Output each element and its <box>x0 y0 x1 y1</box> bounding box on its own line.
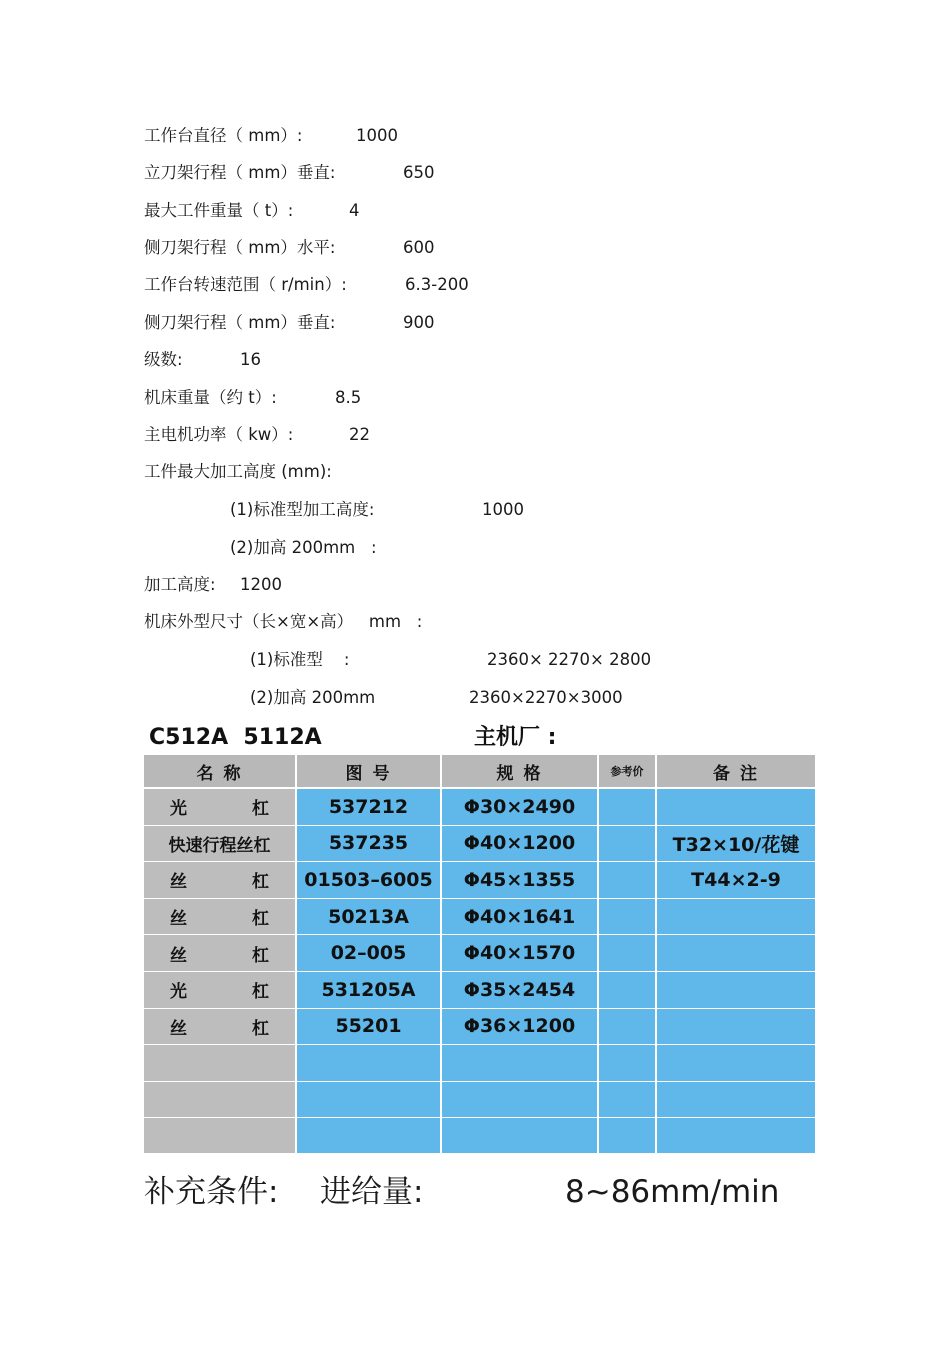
spec-label: (2)加高 200mm <box>250 688 376 707</box>
table-cell-name: 快速行程丝杠 <box>144 826 295 862</box>
table-cell-price <box>599 1118 655 1153</box>
spec-label: 侧刀架行程（ mm）水平: <box>144 238 336 257</box>
model-title: C512A 5112A <box>149 725 322 750</box>
spec-value: 8.5 <box>335 388 362 407</box>
spec-value: 1200 <box>240 575 282 594</box>
footer-value: 8~86mm/min <box>565 1174 780 1210</box>
table-cell-price <box>599 1009 655 1045</box>
spec-value: 2360×2270×3000 <box>469 688 623 707</box>
parts-table <box>144 755 814 1152</box>
table-cell-name <box>144 935 295 971</box>
spec-value: 16 <box>240 350 261 369</box>
table-cell-price <box>599 789 655 825</box>
spec-label: (2)加高 200mm : <box>230 538 377 557</box>
table-cell-note <box>657 935 815 971</box>
spec-value: 1000 <box>482 500 524 519</box>
table-header-note-col: 备 注 <box>657 755 815 787</box>
factory-label: 主机厂 : <box>474 725 557 750</box>
table-cell-name <box>144 862 295 898</box>
table-cell-price <box>599 935 655 971</box>
table-cell-name <box>144 899 295 935</box>
table-cell-spec <box>442 1045 597 1081</box>
table-cell-drawing: 02–005 <box>297 935 440 971</box>
name-char: 杠 <box>252 945 269 966</box>
table-header-price-col: 参考价 <box>599 755 655 787</box>
spec-label: 主电机功率（ kw）: <box>144 425 294 444</box>
name-char: 杠 <box>252 909 269 930</box>
table-header-name-col: 名 称 <box>144 755 295 787</box>
table-cell-note <box>657 1082 815 1118</box>
spec-label: 工作台直径（ mm）: <box>144 126 303 145</box>
spec-label: 机床外型尺寸（长×宽×高） mm : <box>144 612 423 631</box>
table-header-drawing-col: 图 号 <box>297 755 440 787</box>
table-cell-drawing: 55201 <box>297 1009 440 1045</box>
table-cell-note <box>657 972 815 1008</box>
name-char: 丝 <box>170 909 187 930</box>
table-cell-price <box>599 972 655 1008</box>
spec-value: 900 <box>403 313 435 332</box>
spec-value: 1000 <box>356 126 398 145</box>
table-cell-drawing <box>297 1118 440 1153</box>
table-cell-spec: Φ40×1641 <box>442 899 597 935</box>
table-cell-spec <box>442 1118 597 1153</box>
table-cell-drawing: 531205A <box>297 972 440 1008</box>
table-cell-spec: Φ30×2490 <box>442 789 597 825</box>
spec-label: (1)标准型加工高度: <box>230 500 375 519</box>
name-char: 丝 <box>170 1018 187 1039</box>
table-cell-drawing: 537235 <box>297 826 440 862</box>
name-char: 光 <box>170 799 187 820</box>
name-char: 杠 <box>252 1018 269 1039</box>
table-cell-spec: Φ40×1570 <box>442 935 597 971</box>
table-cell-price <box>599 862 655 898</box>
table-cell-note: T44×2-9 <box>657 862 815 898</box>
name-char: 杠 <box>252 872 269 893</box>
table-cell-drawing <box>297 1082 440 1118</box>
table-cell-price <box>599 1045 655 1081</box>
table-cell-note <box>657 899 815 935</box>
name-char: 杠 <box>252 982 269 1003</box>
table-cell-note <box>657 1118 815 1153</box>
name-char: 丝 <box>170 945 187 966</box>
table-cell-name <box>144 972 295 1008</box>
spec-label: 立刀架行程（ mm）垂直: <box>144 163 336 182</box>
table-cell-price <box>599 899 655 935</box>
spec-label: 工作台转速范围（ r/min）: <box>144 275 347 294</box>
table-cell-drawing <box>297 1045 440 1081</box>
spec-label: 侧刀架行程（ mm）垂直: <box>144 313 336 332</box>
table-cell-spec: Φ45×1355 <box>442 862 597 898</box>
table-cell-spec: Φ40×1200 <box>442 826 597 862</box>
spec-label: (1)标准型 : <box>250 650 350 669</box>
table-cell-name <box>144 789 295 825</box>
spec-value: 600 <box>403 238 435 257</box>
name-char: 光 <box>170 982 187 1003</box>
table-cell-note: T32×10/花键 <box>657 826 815 862</box>
table-cell-name <box>144 1118 295 1153</box>
table-cell-price <box>599 1082 655 1118</box>
table-cell-spec: Φ36×1200 <box>442 1009 597 1045</box>
name-char: 丝 <box>170 872 187 893</box>
spec-value: 4 <box>349 201 360 220</box>
table-header-spec-col: 规 格 <box>442 755 597 787</box>
spec-label: 级数: <box>144 350 183 369</box>
table-cell-spec: Φ35×2454 <box>442 972 597 1008</box>
table-cell-price <box>599 826 655 862</box>
table-cell-note <box>657 789 815 825</box>
table-cell-name <box>144 1009 295 1045</box>
footer-label-supplement: 补充条件: <box>144 1174 279 1210</box>
spec-label: 最大工件重量（ t）: <box>144 201 294 220</box>
parts-table-image <box>144 723 818 1153</box>
spec-value: 22 <box>349 425 370 444</box>
name-char: 杠 <box>252 799 269 820</box>
table-cell-spec <box>442 1082 597 1118</box>
table-cell-name <box>144 1045 295 1081</box>
spec-value: 6.3-200 <box>405 275 469 294</box>
table-cell-note <box>657 1045 815 1081</box>
spec-label: 加工高度: <box>144 575 216 594</box>
footer-label-feed: 进给量: <box>320 1174 424 1210</box>
table-cell-drawing: 50213A <box>297 899 440 935</box>
table-cell-drawing: 01503–6005 <box>297 862 440 898</box>
spec-value: 2360× 2270× 2800 <box>487 650 652 669</box>
spec-value: 650 <box>403 163 435 182</box>
table-cell-note <box>657 1009 815 1045</box>
table-cell-name <box>144 1082 295 1118</box>
spec-label: 机床重量（约 t）: <box>144 388 277 407</box>
table-cell-drawing: 537212 <box>297 789 440 825</box>
spec-label: 工件最大加工高度 (mm): <box>144 462 332 481</box>
